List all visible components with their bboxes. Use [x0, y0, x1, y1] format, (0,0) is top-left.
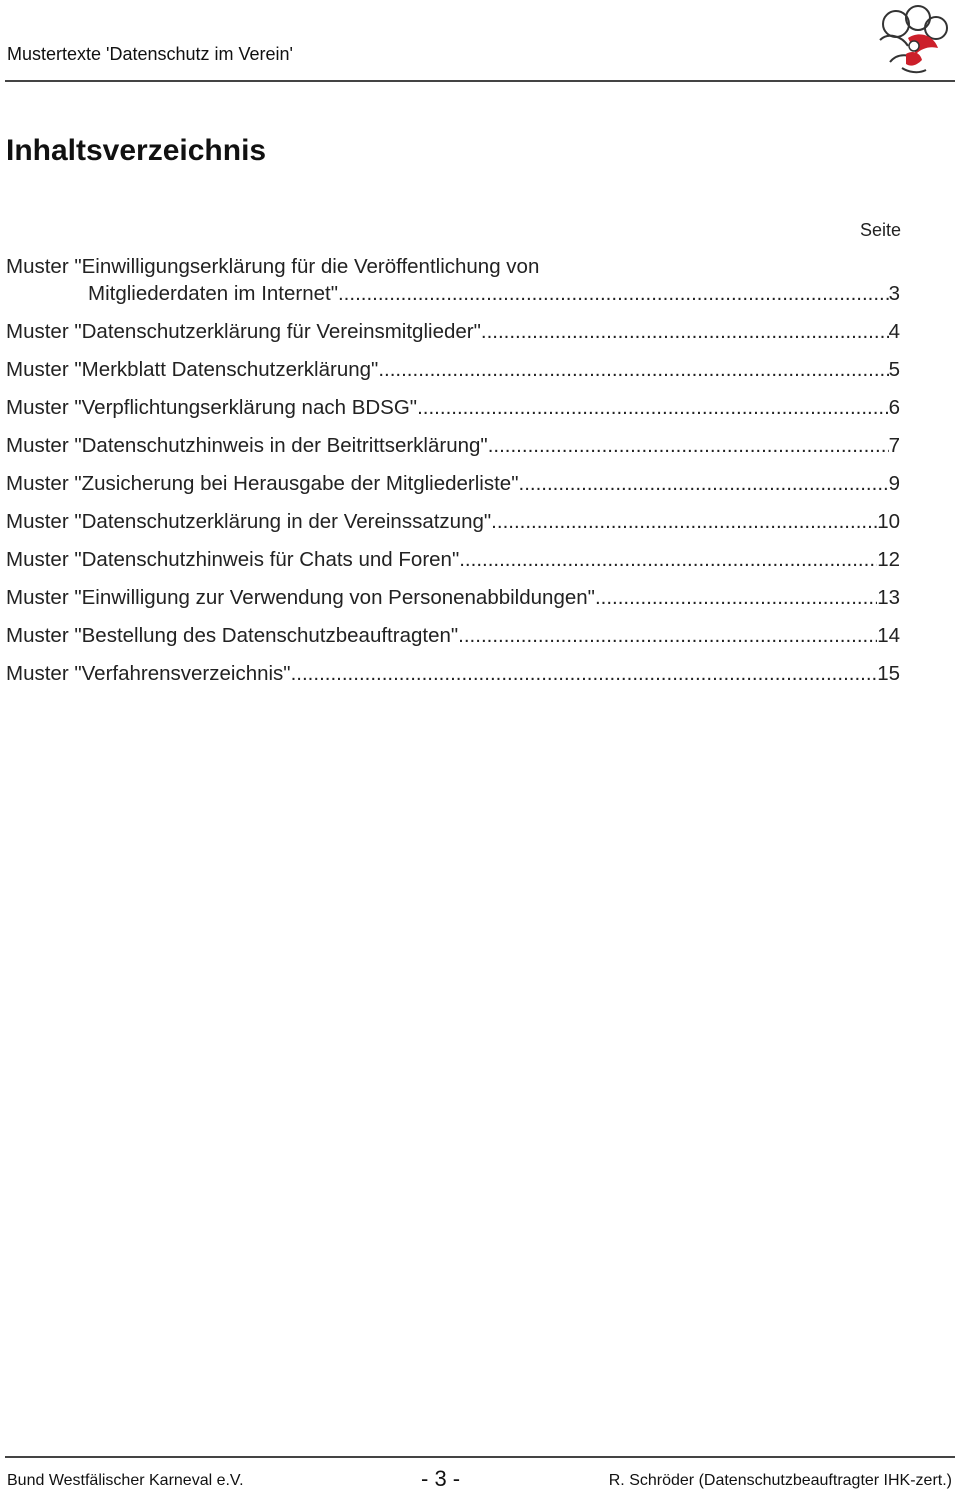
toc-page-number: 14 [877, 624, 900, 647]
toc-entry[interactable] [6, 546, 900, 573]
toc-entry-title: Muster "Bestellung des Datenschutzbeauftragten" [6, 624, 459, 647]
toc-entry-title: Muster "Datenschutzerklärung in der Vereinssatzung" [6, 510, 492, 533]
table-of-contents [6, 253, 900, 687]
toc-dot-leader [458, 622, 877, 649]
toc-entry-title: Muster "Datenschutzhinweis in der Beitrittserklärung" [6, 434, 488, 457]
footer-organization: Bund Westfälischer Karneval e.V. [7, 1472, 244, 1489]
carnival-jester-logo-icon [872, 2, 952, 80]
toc-entry[interactable] [6, 356, 900, 383]
toc-page-number: 9 [888, 472, 900, 495]
toc-page-number: 6 [888, 396, 900, 419]
toc-dot-leader [291, 660, 878, 687]
toc-entry-title: Muster "Merkblatt Datenschutzerklärung" [6, 358, 379, 381]
toc-page-number: 10 [877, 510, 900, 533]
toc-page-number: 13 [877, 586, 900, 609]
toc-dot-leader [595, 584, 877, 611]
toc-entry[interactable] [6, 660, 900, 687]
toc-page-number: 5 [888, 358, 900, 381]
page-title: Inhaltsverzeichnis [6, 134, 267, 167]
header-divider [5, 80, 955, 82]
toc-dot-leader [488, 432, 889, 459]
document-header-title: Mustertexte 'Datenschutz im Verein' [7, 44, 293, 64]
toc-page-number: 15 [877, 662, 900, 685]
toc-entry-title: Muster "Einwilligungserklärung für die Veröffentlichung von [6, 255, 540, 278]
footer-divider [5, 1456, 955, 1458]
toc-entry[interactable] [6, 622, 900, 649]
toc-dot-leader [481, 318, 889, 345]
toc-entry[interactable] [6, 584, 900, 611]
toc-page-number: 7 [888, 434, 900, 457]
toc-page-number: 3 [888, 282, 900, 305]
toc-entry[interactable] [6, 253, 900, 307]
toc-dot-leader [417, 394, 889, 421]
toc-entry[interactable] [6, 470, 900, 497]
toc-dot-leader [338, 280, 889, 307]
toc-dot-leader [519, 470, 889, 497]
toc-page-column-label: Seite [859, 220, 901, 240]
toc-dot-leader [491, 508, 877, 535]
toc-entry-title-continued: Mitgliederdaten im Internet" [88, 282, 338, 305]
toc-dot-leader [459, 546, 877, 573]
toc-entry-title: Muster "Verpflichtungserklärung nach BDSG" [6, 396, 418, 419]
toc-entry[interactable] [6, 508, 900, 535]
toc-entry-title: Muster "Datenschutzerklärung für Vereinsmitglieder" [6, 320, 481, 343]
toc-entry-title: Muster "Zusicherung bei Herausgabe der Mitgliederliste" [6, 472, 519, 495]
toc-entry-title: Muster "Datenschutzhinweis für Chats und Foren" [6, 548, 460, 571]
toc-entry[interactable] [6, 394, 900, 421]
toc-entry[interactable] [6, 432, 900, 459]
footer-author: R. Schröder (Datenschutzbeauftragter IHK-zert.) [608, 1472, 952, 1489]
toc-page-number: 4 [888, 320, 900, 343]
toc-entry-title: Muster "Verfahrensverzeichnis" [6, 662, 291, 685]
footer-page-number: - 3 - [421, 1466, 461, 1491]
toc-page-number: 12 [877, 548, 900, 571]
toc-entry[interactable] [6, 318, 900, 345]
toc-entry-title: Muster "Einwilligung zur Verwendung von Personenabbildungen" [6, 586, 595, 609]
toc-dot-leader [378, 356, 888, 383]
